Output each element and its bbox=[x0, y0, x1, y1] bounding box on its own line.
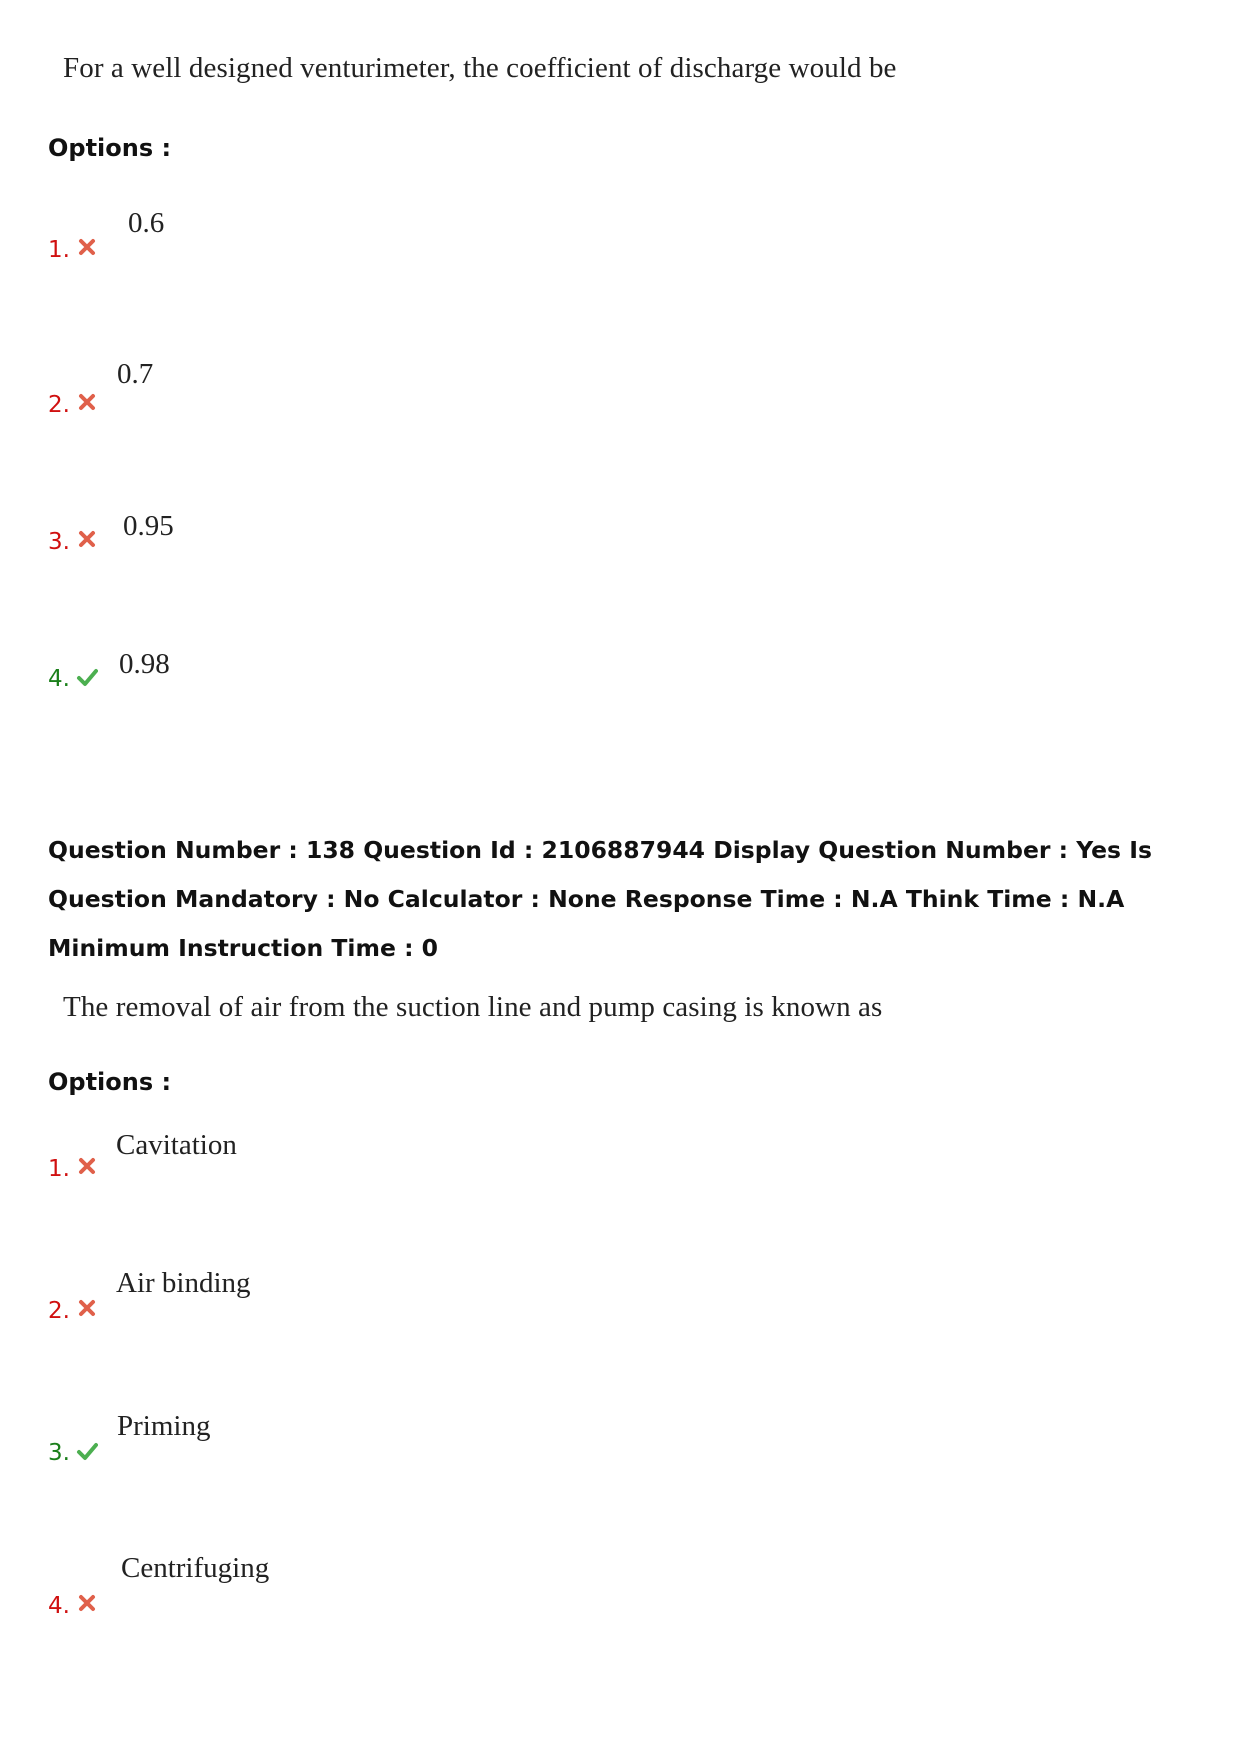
cross-icon bbox=[76, 1155, 98, 1177]
option-number: 3. bbox=[48, 529, 70, 555]
option-number: 1. bbox=[48, 1156, 70, 1182]
cross-icon bbox=[76, 391, 98, 413]
option-value: Priming bbox=[117, 1410, 211, 1442]
option-value: 0.7 bbox=[117, 358, 154, 390]
option-number: 2. bbox=[48, 1298, 70, 1324]
check-icon bbox=[76, 666, 98, 688]
option-value: Air binding bbox=[116, 1267, 251, 1299]
cross-icon bbox=[76, 1592, 98, 1614]
option-value: 0.6 bbox=[128, 207, 165, 239]
cross-icon bbox=[76, 528, 98, 550]
option-value: Centrifuging bbox=[121, 1552, 270, 1584]
option-number: 4. bbox=[48, 666, 70, 692]
options-label: Options : bbox=[48, 1068, 172, 1096]
option-number: 3. bbox=[48, 1440, 70, 1466]
option-value: 0.98 bbox=[119, 648, 170, 680]
option-value: 0.95 bbox=[123, 510, 174, 542]
check-icon bbox=[76, 1440, 98, 1462]
option-number: 1. bbox=[48, 237, 70, 263]
cross-icon bbox=[76, 236, 98, 258]
question-text: The removal of air from the suction line and pump casing is known as bbox=[63, 991, 883, 1023]
options-label: Options : bbox=[48, 134, 172, 162]
question-metadata: Question Number : 138 Question Id : 2106887944 Display Question Number : Yes Is Question Mandatory : No Calculator : None Response Time : N.A Think Time : N.A Minimum Instruction Time : 0 bbox=[48, 836, 1152, 962]
cross-icon bbox=[76, 1297, 98, 1319]
option-number: 4. bbox=[48, 1593, 70, 1619]
question-text: For a well designed venturimeter, the coefficient of discharge would be bbox=[63, 52, 897, 84]
option-value: Cavitation bbox=[116, 1129, 237, 1161]
option-number: 2. bbox=[48, 392, 70, 418]
